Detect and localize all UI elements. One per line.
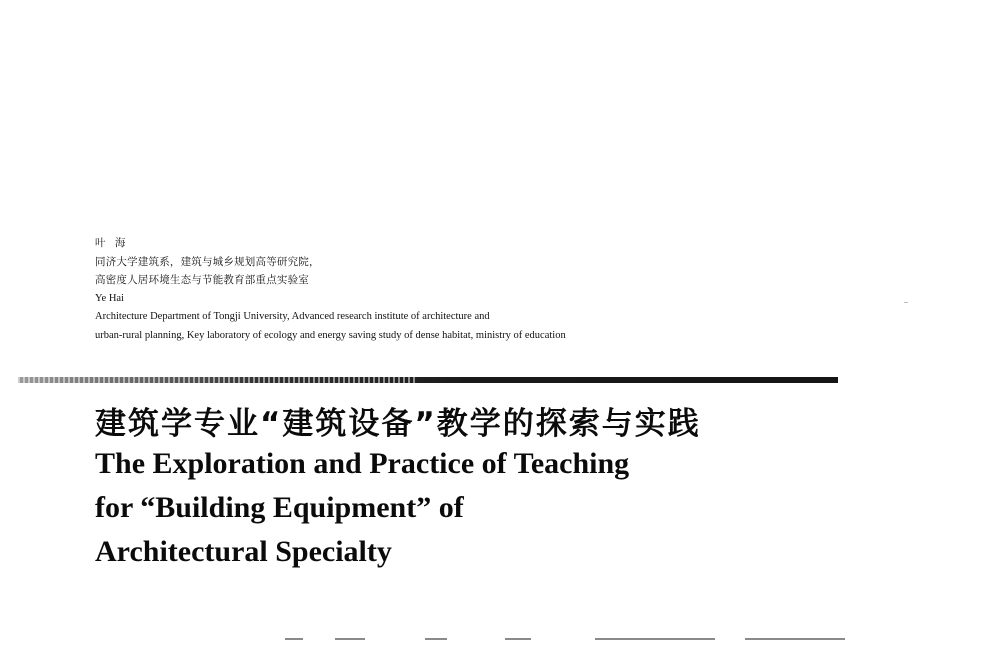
divider-texture — [18, 377, 418, 383]
affiliation-en-line-1: Architecture Department of Tongji University, Advanced research institute of architecture and — [95, 311, 490, 323]
author-block — [95, 234, 855, 346]
affiliation-cn-line-1: 同济大学建筑系，建筑与城乡规划高等研究院， — [95, 255, 320, 268]
title-english — [95, 442, 629, 574]
title-chinese: 建筑学专业“建筑设备”教学的探索与实践 — [95, 406, 701, 442]
text-fragment-mark — [505, 638, 531, 640]
affiliation-en-line-2: urban-rural planning, Key laboratory of ecology and energy saving study of dense habitat, ministry of education — [95, 329, 566, 341]
text-fragment-mark — [285, 638, 303, 640]
title-english-line-1: The Exploration and Practice of Teaching — [95, 447, 630, 480]
cropped-body-text-fragment — [95, 634, 875, 645]
title-english-line-2: for “Building Equipment” of — [95, 491, 464, 524]
author-name-cn: 叶 海 — [95, 237, 126, 249]
scan-speck — [904, 302, 908, 303]
text-fragment-mark — [745, 638, 845, 640]
author-name-en: Ye Hai — [95, 292, 124, 304]
text-fragment-mark — [425, 638, 447, 640]
title-english-line-3: Architectural Specialty — [95, 535, 392, 568]
affiliation-cn-line-2: 高密度人居环境生态与节能教育部重点实验室 — [95, 274, 309, 287]
text-fragment-mark — [595, 638, 715, 640]
text-fragment-mark — [335, 638, 365, 640]
